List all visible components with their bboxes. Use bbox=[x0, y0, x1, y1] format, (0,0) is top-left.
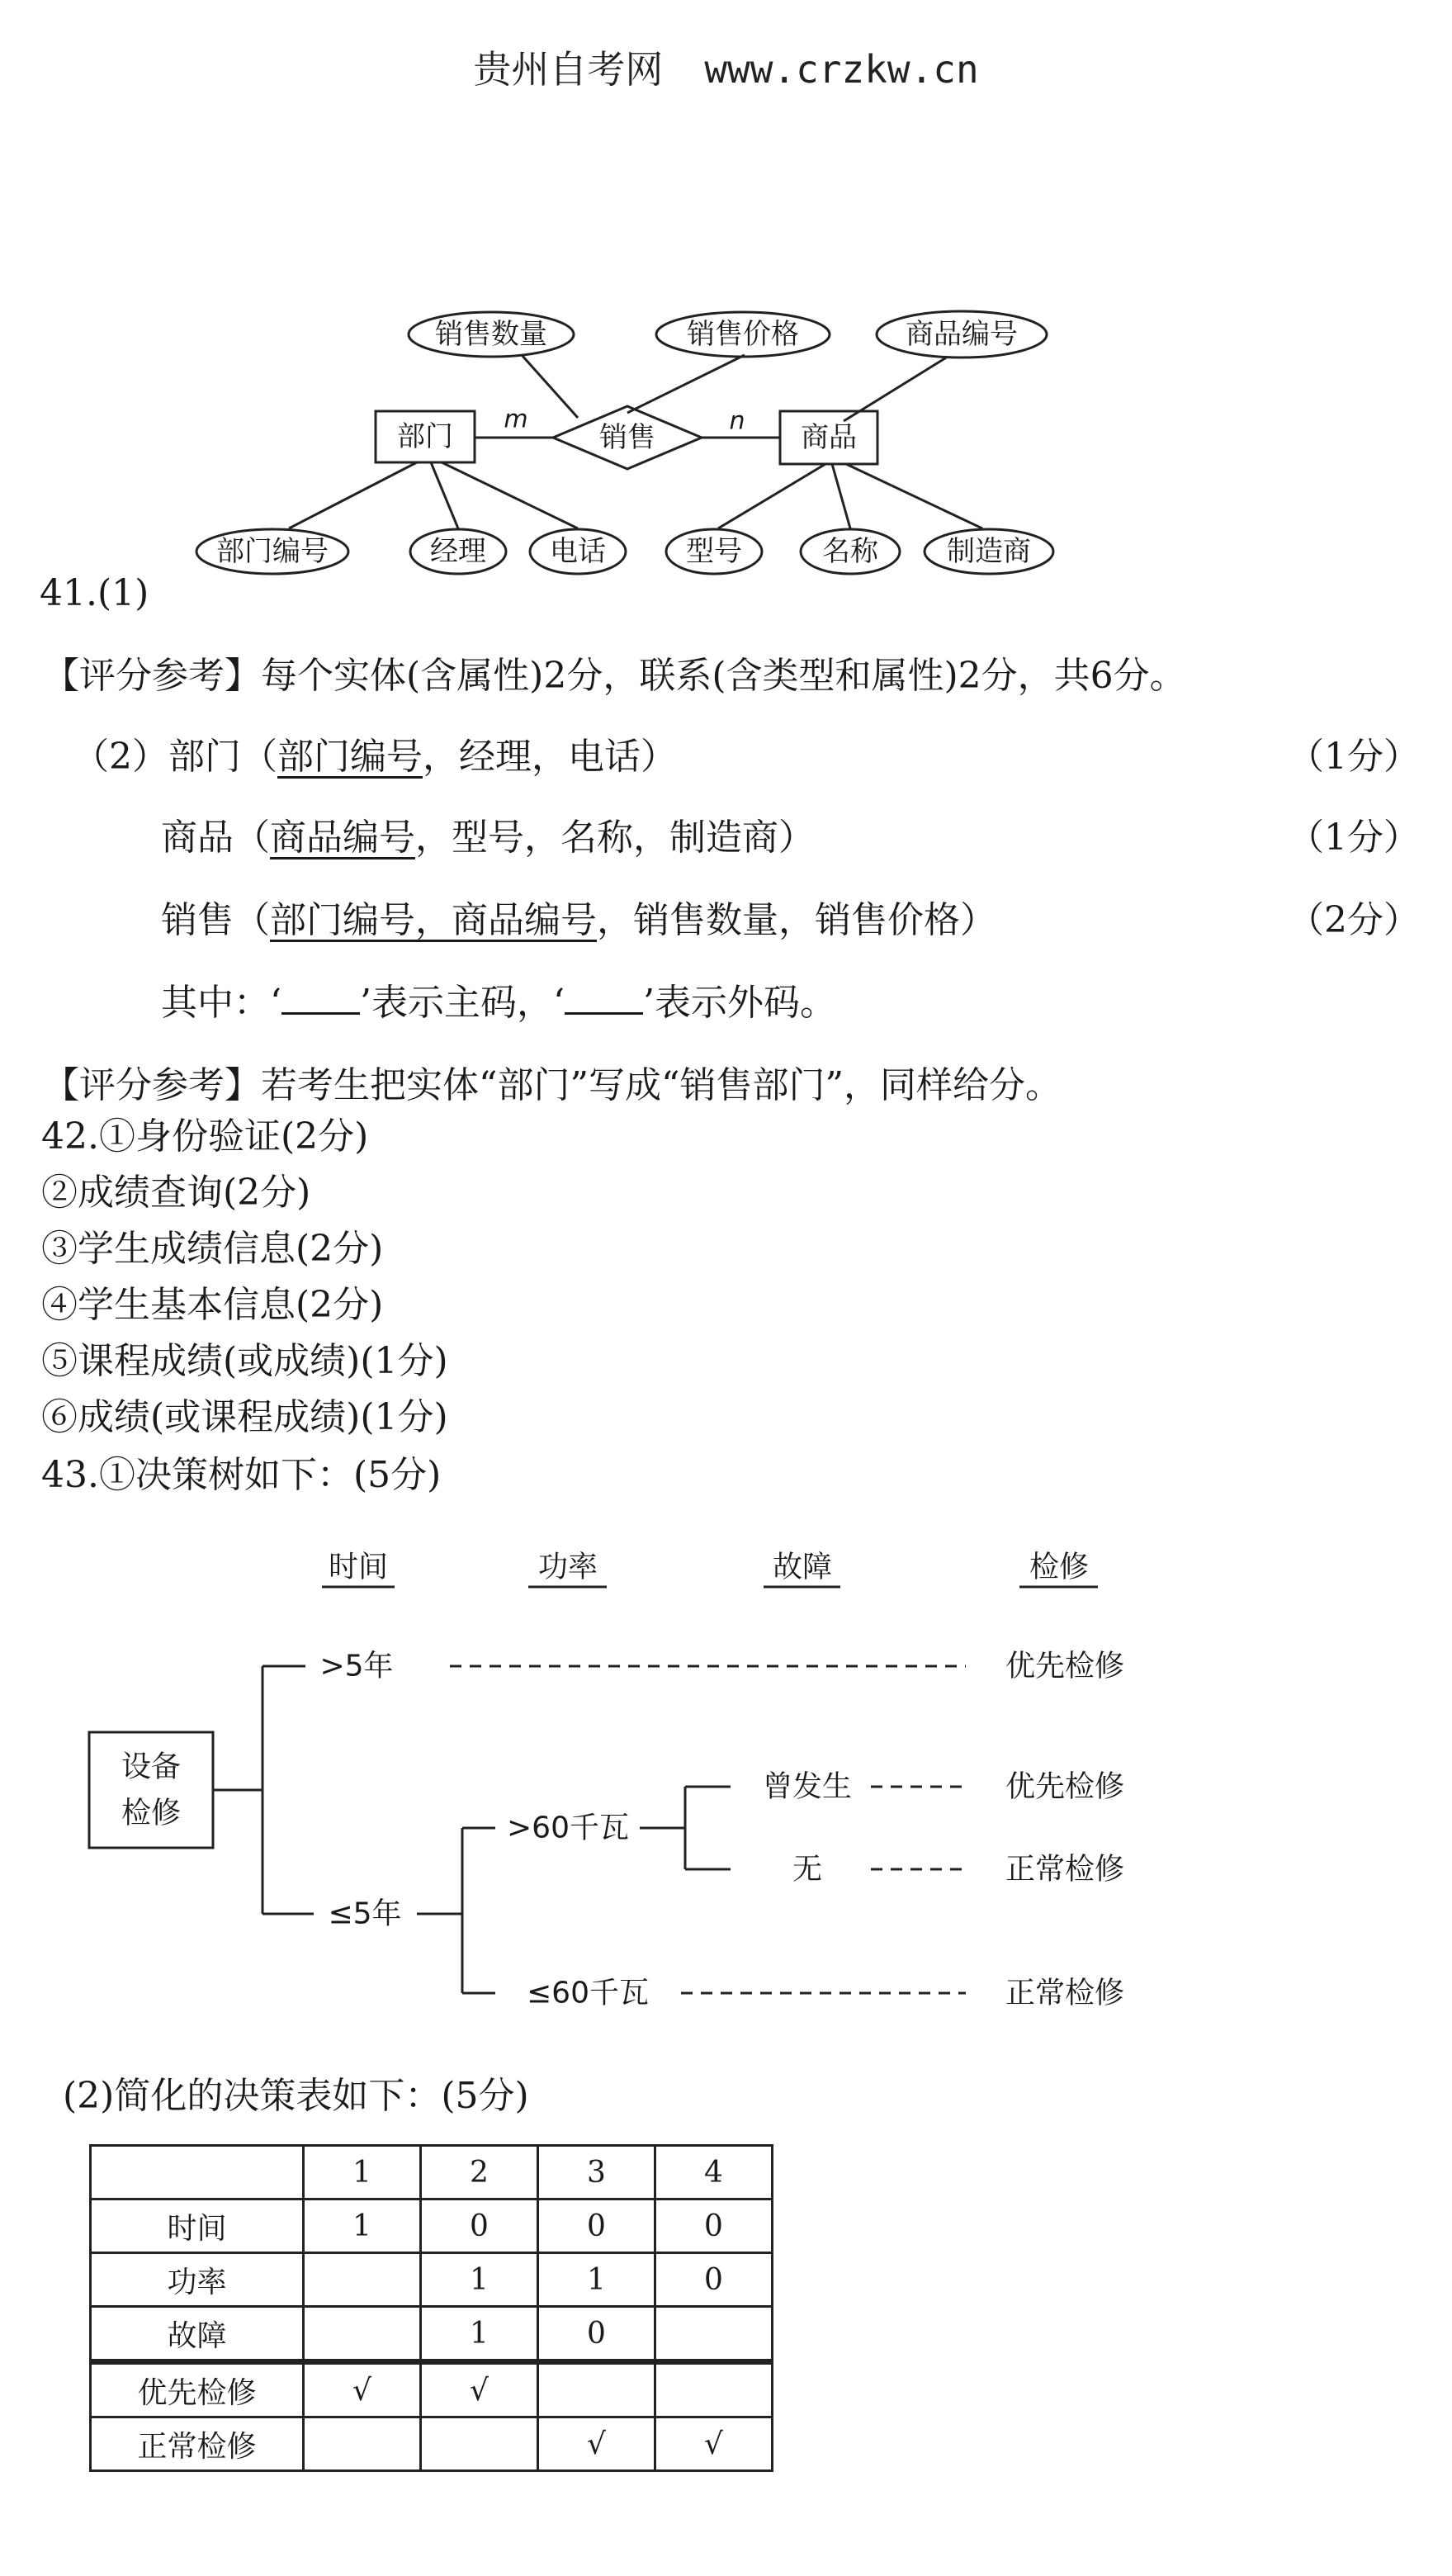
table-row-label: 功率 bbox=[91, 2253, 304, 2307]
table-cell bbox=[304, 2253, 421, 2307]
schema-sales-post: ，销售数量，销售价格） bbox=[597, 899, 996, 941]
decision-table bbox=[89, 2144, 773, 2472]
tree-header-power: 功率 bbox=[537, 1550, 598, 1584]
tree-leaf-3: 正常检修 bbox=[1005, 1852, 1125, 1887]
er-goods-attr-id: 商品编号 bbox=[906, 318, 1018, 351]
table-cell: √ bbox=[304, 2362, 421, 2417]
table-cell bbox=[304, 2307, 421, 2362]
schema-goods-post: ，型号，名称，制造商） bbox=[415, 817, 815, 859]
legend-blank-fk bbox=[565, 983, 643, 1015]
q42-item-2: ②成绩查询(2分) bbox=[41, 1172, 311, 1214]
er-rel-attr-price: 销售价格 bbox=[687, 318, 799, 351]
tree-root-line-1: 设备 bbox=[121, 1750, 182, 1784]
q42-item-3: ③学生成绩信息(2分) bbox=[41, 1228, 384, 1270]
table-row-label: 优先检修 bbox=[91, 2362, 304, 2417]
legend-blank-pk bbox=[281, 983, 360, 1015]
decision-tree bbox=[0, 1519, 1452, 2031]
er-relationship: 销售 bbox=[599, 421, 655, 454]
schema-dept-pk: 部门编号 bbox=[277, 736, 423, 778]
q41-score-3: （2分） bbox=[1288, 899, 1420, 941]
tree-header-fault: 故障 bbox=[772, 1550, 833, 1584]
table-corner bbox=[91, 2146, 304, 2200]
table-cell bbox=[655, 2307, 773, 2362]
q41-scoring-ref-2: 【评分参考】若考生把实体“部门”写成“销售部门”，同样给分。 bbox=[43, 1064, 1062, 1106]
q41-schema-sales bbox=[161, 897, 996, 945]
q42-item-4: ④学生基本信息(2分) bbox=[41, 1284, 384, 1326]
q42-item-6: ⑥成绩(或课程成绩)(1分) bbox=[41, 1396, 448, 1438]
schema-sales-fk1: 部门编号， bbox=[270, 899, 452, 941]
site-name: 贵州自考网 bbox=[473, 47, 664, 92]
tree-leaf-2: 优先检修 bbox=[1005, 1769, 1125, 1804]
table-cell bbox=[304, 2417, 421, 2471]
q41-schema-dept bbox=[73, 733, 677, 781]
table-row bbox=[91, 2307, 773, 2362]
er-entity-goods: 商品 bbox=[801, 421, 857, 454]
table-cell: 0 bbox=[538, 2307, 655, 2362]
table-cell: 0 bbox=[655, 2253, 773, 2307]
table-row-label: 正常检修 bbox=[91, 2417, 304, 2471]
er-goods-attr-maker: 制造商 bbox=[947, 535, 1031, 568]
q41-number: 41.(1) bbox=[40, 572, 149, 614]
schema-dept-pre: （2）部门（ bbox=[73, 736, 277, 778]
q43-table-title: (2)简化的决策表如下：(5分) bbox=[63, 2075, 529, 2117]
er-diagram bbox=[0, 0, 1452, 627]
table-cell: 1 bbox=[538, 2253, 655, 2307]
tree-header-repair: 检修 bbox=[1029, 1550, 1090, 1584]
er-rel-attr-qty: 销售数量 bbox=[435, 318, 547, 351]
legend-part-1: 其中：‘ bbox=[161, 982, 281, 1024]
table-col-header: 1 bbox=[304, 2146, 421, 2200]
q41-score-1: （1分） bbox=[1288, 736, 1420, 778]
tree-leaf-4: 正常检修 bbox=[1005, 1976, 1125, 2010]
er-card-n: n bbox=[729, 406, 745, 436]
table-row bbox=[91, 2253, 773, 2307]
er-goods-attr-name: 名称 bbox=[822, 535, 878, 568]
q42-item-1: 42.①身份验证(2分) bbox=[41, 1115, 369, 1158]
schema-goods-pk: 商品编号 bbox=[270, 817, 415, 859]
table-row-label: 故障 bbox=[91, 2307, 304, 2362]
er-entity-dept: 部门 bbox=[397, 420, 453, 453]
tree-branch-gt60: >60千瓦 bbox=[507, 1811, 629, 1845]
table-cell bbox=[655, 2362, 773, 2417]
er-dept-attr-manager: 经理 bbox=[430, 535, 486, 568]
table-cell bbox=[538, 2362, 655, 2417]
table-cell: 1 bbox=[421, 2253, 538, 2307]
tree-branch-gt5: >5年 bbox=[319, 1649, 394, 1683]
q42-item-5: ⑤课程成绩(或成绩)(1分) bbox=[41, 1340, 448, 1382]
table-cell: 0 bbox=[538, 2200, 655, 2253]
table-cell bbox=[421, 2417, 538, 2471]
schema-sales-pre: 销售（ bbox=[161, 899, 270, 941]
table-cell: 1 bbox=[304, 2200, 421, 2253]
table-col-header: 2 bbox=[421, 2146, 538, 2200]
table-cell: √ bbox=[421, 2362, 538, 2417]
schema-sales-fk2: 商品编号 bbox=[452, 899, 597, 941]
schema-dept-post: ，经理，电话） bbox=[423, 736, 677, 778]
q43-title: 43.①决策树如下：(5分) bbox=[41, 1454, 442, 1496]
table-col-header: 4 bbox=[655, 2146, 773, 2200]
table-row bbox=[91, 2362, 773, 2417]
schema-goods-pre: 商品（ bbox=[161, 817, 270, 859]
er-card-m: m bbox=[504, 405, 528, 434]
tree-branch-none: 无 bbox=[792, 1852, 823, 1887]
er-goods-attr-model: 型号 bbox=[686, 535, 742, 568]
legend-part-3: ’表示外码。 bbox=[642, 982, 836, 1024]
table-cell: √ bbox=[538, 2417, 655, 2471]
table-cell: 0 bbox=[421, 2200, 538, 2253]
table-row bbox=[91, 2417, 773, 2471]
table-cell: 0 bbox=[655, 2200, 773, 2253]
q41-key-legend bbox=[161, 979, 836, 1027]
table-row-label: 时间 bbox=[91, 2200, 304, 2253]
er-dept-attr-phone: 电话 bbox=[550, 535, 606, 568]
site-url[interactable]: www.crzkw.cn bbox=[704, 47, 979, 92]
tree-branch-happened: 曾发生 bbox=[762, 1769, 853, 1804]
table-header-row bbox=[91, 2146, 773, 2200]
table-col-header: 3 bbox=[538, 2146, 655, 2200]
tree-header-time: 时间 bbox=[328, 1550, 389, 1584]
q41-schema-goods bbox=[161, 814, 815, 862]
tree-leaf-1: 优先检修 bbox=[1005, 1649, 1125, 1683]
legend-part-2: ’表示主码，‘ bbox=[360, 982, 565, 1024]
table-row bbox=[91, 2200, 773, 2253]
tree-branch-le60: ≤60千瓦 bbox=[527, 1976, 649, 2010]
table-cell: 1 bbox=[421, 2307, 538, 2362]
tree-branch-le5: ≤5年 bbox=[328, 1896, 402, 1931]
er-dept-attr-id: 部门编号 bbox=[216, 535, 329, 568]
q41-scoring-ref-1: 【评分参考】每个实体(含属性)2分，联系(含类型和属性)2分，共6分。 bbox=[43, 655, 1186, 697]
tree-root-line-2: 检修 bbox=[121, 1796, 182, 1830]
table-cell: √ bbox=[655, 2417, 773, 2471]
q41-score-2: （1分） bbox=[1288, 817, 1420, 859]
